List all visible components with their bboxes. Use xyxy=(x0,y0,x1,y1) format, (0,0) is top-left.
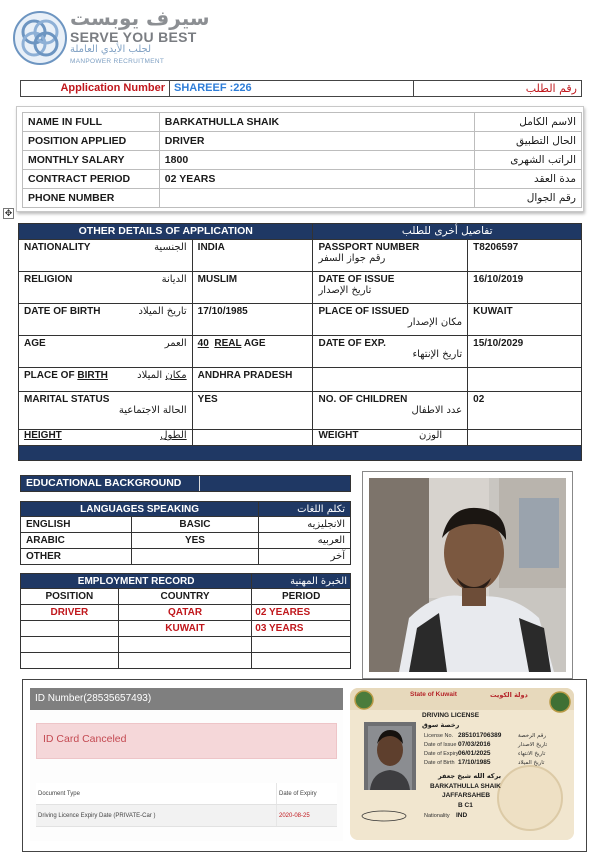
license-nationality-label: Nationality xyxy=(424,813,450,819)
document-type: Driving Licence Expiry Date (PRIVATE-Car ) xyxy=(38,812,156,819)
license-class: B C1 xyxy=(458,802,473,809)
license-state-ar: دولة الكويت xyxy=(490,691,528,699)
label-en: RELIGION xyxy=(24,274,73,285)
age-number: 40 xyxy=(197,338,209,349)
basic-info-table xyxy=(22,112,582,208)
education-row xyxy=(20,475,351,492)
license-field-label: Date of Expiry xyxy=(424,751,459,757)
table-move-handle-icon[interactable]: ✥ xyxy=(4,208,13,218)
field-value xyxy=(159,189,474,208)
col-document-type: Document Type xyxy=(38,790,80,797)
field-label: CONTRACT PERIOD xyxy=(23,170,160,189)
label-ar: تاريخ الميلاد xyxy=(138,306,187,317)
language-row xyxy=(21,533,351,549)
details-row xyxy=(19,240,582,272)
brand-name-ar: سيرف يوبست xyxy=(70,6,210,30)
document-table xyxy=(36,783,337,827)
id-status-alert: ID Card Canceled xyxy=(36,723,337,759)
field-label-ar: الحال التطبيق xyxy=(475,132,582,151)
employment-columns-row xyxy=(21,589,351,605)
label-en: WEIGHT xyxy=(318,430,359,441)
height-label xyxy=(19,430,193,446)
brand-subtitle-en: MANPOWER RECRUITMENT xyxy=(70,58,165,65)
document-table-header xyxy=(36,783,337,805)
license-field-label-ar: رقم الرخصة xyxy=(518,733,547,739)
empty-cell xyxy=(118,637,252,653)
details-header-row xyxy=(19,224,582,240)
col-date-of-expiry: Date of Expiry xyxy=(276,783,337,804)
employment-country: KUWAIT xyxy=(118,621,252,637)
employment-header-ar: الخبرة المهنية xyxy=(252,574,351,589)
label-ar: عدد الاطفال xyxy=(411,405,463,416)
label-ar-a: مكان xyxy=(165,370,187,381)
details-row xyxy=(19,304,582,336)
label-ar: مكان الإصدار xyxy=(407,317,463,328)
field-label-ar: مدة العقد xyxy=(475,170,582,189)
language-level: BASIC xyxy=(131,517,259,533)
language-level xyxy=(131,549,259,565)
height-value xyxy=(192,430,313,446)
label-en: HEIGHT xyxy=(24,430,62,441)
id-number-bar: ID Number(28535657493) xyxy=(30,688,343,710)
label-en: PLACE OF ISSUED xyxy=(318,306,410,317)
label-en-b: BIRTH xyxy=(77,370,108,381)
education-value xyxy=(199,476,350,491)
license-name-en-2: JAFFARSAHEB xyxy=(442,792,491,799)
label-ar: الطول xyxy=(160,430,187,441)
basic-info-panel xyxy=(16,106,584,212)
field-label-ar: رقم الجوال xyxy=(475,189,582,208)
pob-label xyxy=(19,368,193,392)
issue-label xyxy=(313,272,468,304)
other-details-table xyxy=(18,223,582,461)
label-ar: تاريخ الإنتهاء xyxy=(412,349,463,360)
weight-value xyxy=(468,430,582,446)
field-value: BARKATHULLA SHAIK xyxy=(159,113,474,132)
details-row xyxy=(19,272,582,304)
field-label: POSITION APPLIED xyxy=(23,132,160,151)
marital-value: YES xyxy=(192,392,313,430)
place-issued-value: KUWAIT xyxy=(468,304,582,336)
empty-cell xyxy=(21,653,119,669)
brand-subtitle-ar: لجلب الأيدي العاملة xyxy=(70,44,152,55)
details-row xyxy=(19,336,582,368)
id-status-panel xyxy=(30,688,343,841)
details-row xyxy=(19,368,582,392)
license-state-en: State of Kuwait xyxy=(410,691,457,698)
religion-value: MUSLIM xyxy=(192,272,313,304)
age-suffix: AGE xyxy=(243,338,266,349)
license-field-value: 17/10/1985 xyxy=(458,759,491,766)
applicant-photo xyxy=(369,478,566,672)
place-issued-label xyxy=(313,304,468,336)
dob-label xyxy=(19,304,193,336)
language-name-ar: العربيه xyxy=(259,533,351,549)
label-en: DATE OF EXP. xyxy=(318,338,386,349)
label-en: AGE xyxy=(24,338,46,349)
field-label-ar: الاسم الكامل xyxy=(475,113,582,132)
col-country: COUNTRY xyxy=(118,589,252,605)
details-row xyxy=(19,392,582,430)
application-number-label-ar: رقم الطلب xyxy=(525,82,577,95)
details-footer-bar xyxy=(19,446,582,461)
license-title-ar: رخصة سوق xyxy=(422,721,460,729)
employment-period: 03 YEARS xyxy=(252,621,351,637)
label-en: DATE OF BIRTH xyxy=(24,306,101,317)
brand-name-en: SERVE YOU BEST xyxy=(70,29,197,45)
children-value: 02 xyxy=(468,392,582,430)
nationality-label xyxy=(19,240,193,272)
age-real: REAL xyxy=(214,338,242,349)
driving-license-card xyxy=(350,688,574,840)
empty-cell xyxy=(468,368,582,392)
field-value: 1800 xyxy=(159,151,474,170)
field-value: DRIVER xyxy=(159,132,474,151)
application-number-label: Application Number xyxy=(21,81,170,96)
language-row xyxy=(21,549,351,565)
application-number-row xyxy=(20,80,582,97)
age-label xyxy=(19,336,193,368)
passport-label xyxy=(313,240,468,272)
field-label-ar: الراتب الشهرى xyxy=(475,151,582,170)
empty-cell xyxy=(118,653,252,669)
license-title-en: DRIVING LICENSE xyxy=(422,712,480,719)
license-field-label: Date of Birth xyxy=(424,760,455,766)
license-field-label: License No. xyxy=(424,733,454,739)
details-header: OTHER DETAILS OF APPLICATION xyxy=(19,224,313,240)
label-ar: رقم جواز السفر xyxy=(318,253,386,264)
label-ar: الحالة الاجتماعية xyxy=(118,405,187,416)
basic-info-row xyxy=(23,189,582,208)
license-field-label-ar: تاريخ الانتهاء xyxy=(518,751,546,757)
label-en-a: PLACE OF xyxy=(24,370,75,381)
nationality-value: INDIA xyxy=(192,240,313,272)
employment-row xyxy=(21,605,351,621)
empty-cell xyxy=(252,653,351,669)
expiry-label xyxy=(313,336,468,368)
label-ar xyxy=(137,370,187,381)
col-period: PERIOD xyxy=(252,589,351,605)
languages-header-ar: تكلم اللغات xyxy=(259,502,351,517)
applicant-photo-frame xyxy=(362,471,573,679)
footer-bar xyxy=(19,446,582,461)
passport-value: T8206597 xyxy=(468,240,582,272)
weight-label xyxy=(313,430,468,446)
language-name-ar: آخر xyxy=(259,549,351,565)
languages-header-row xyxy=(21,502,351,517)
field-label: PHONE NUMBER xyxy=(23,189,160,208)
license-name-en-1: BARKATHULLA SHAIK xyxy=(430,783,501,790)
field-label: MONTHLY SALARY xyxy=(23,151,160,170)
issue-value: 16/10/2019 xyxy=(468,272,582,304)
employment-period: 02 YEARES xyxy=(252,605,351,621)
basic-info-row xyxy=(23,151,582,170)
label-ar: العمر xyxy=(164,338,187,349)
label-en: PASSPORT NUMBER xyxy=(318,242,420,253)
label-ar: الديانة xyxy=(161,274,187,285)
document-expiry: 2020-08-25 xyxy=(276,805,337,826)
empty-cell xyxy=(21,637,119,653)
empty-cell xyxy=(252,637,351,653)
languages-table xyxy=(20,501,351,565)
education-label: EDUCATIONAL BACKGROUND xyxy=(21,476,199,491)
field-value: 02 YEARS xyxy=(159,170,474,189)
employment-row xyxy=(21,637,351,653)
document-row xyxy=(36,805,337,827)
employment-position: DRIVER xyxy=(21,605,119,621)
label-ar: تاريخ الإصدار xyxy=(318,285,372,296)
license-field-label: Date of Issue xyxy=(424,742,457,748)
language-name-ar: الانجليزيه xyxy=(259,517,351,533)
label-en: MARITAL STATUS xyxy=(24,394,110,405)
label-en: NO. OF CHILDREN xyxy=(318,394,408,405)
language-name: ARABIC xyxy=(21,533,132,549)
employment-table xyxy=(20,573,351,669)
basic-info-row xyxy=(23,170,582,189)
dob-value: 17/10/1985 xyxy=(192,304,313,336)
license-field-label-ar: تاريخ الاصدار xyxy=(518,742,548,748)
details-header-ar: تفاصيل أخرى للطلب xyxy=(313,224,582,240)
employment-header: EMPLOYMENT RECORD xyxy=(21,574,252,589)
basic-info-row xyxy=(23,132,582,151)
expiry-value: 15/10/2029 xyxy=(468,336,582,368)
language-name: ENGLISH xyxy=(21,517,132,533)
license-field-value: 285101706389 xyxy=(458,732,502,739)
field-label: NAME IN FULL xyxy=(23,113,160,132)
employment-position xyxy=(21,621,119,637)
basic-info-row xyxy=(23,113,582,132)
language-name: OTHER xyxy=(21,549,132,565)
documents-panel xyxy=(22,679,587,852)
details-row xyxy=(19,430,582,446)
age-value xyxy=(192,336,313,368)
label-ar: الجنسية xyxy=(154,242,187,253)
marital-label xyxy=(19,392,193,430)
license-name-ar: بركه الله شيخ جعفر xyxy=(438,772,502,780)
religion-label xyxy=(19,272,193,304)
company-logo xyxy=(12,10,68,66)
employment-header-row xyxy=(21,574,351,589)
license-nationality: IND xyxy=(456,812,468,819)
license-field-value: 07/03/2016 xyxy=(458,741,491,748)
employment-country: QATAR xyxy=(118,605,252,621)
employment-row xyxy=(21,621,351,637)
label-en: NATIONALITY xyxy=(24,242,91,253)
label-ar: الوزن xyxy=(418,430,443,441)
col-position: POSITION xyxy=(21,589,119,605)
label-en: DATE OF ISSUE xyxy=(318,274,395,285)
language-row xyxy=(21,517,351,533)
label-ar-b: الميلاد xyxy=(137,370,163,381)
license-field-label-ar: تاريخ الميلاد xyxy=(518,760,545,766)
application-number-value: SHAREEF :226 xyxy=(170,81,414,96)
language-level: YES xyxy=(131,533,259,549)
empty-cell xyxy=(313,368,468,392)
license-field-value: 06/01/2025 xyxy=(458,750,491,757)
employment-row xyxy=(21,653,351,669)
children-label xyxy=(313,392,468,430)
languages-header: LANGUAGES SPEAKING xyxy=(21,502,259,517)
pob-value: ANDHRA PRADESH xyxy=(192,368,313,392)
